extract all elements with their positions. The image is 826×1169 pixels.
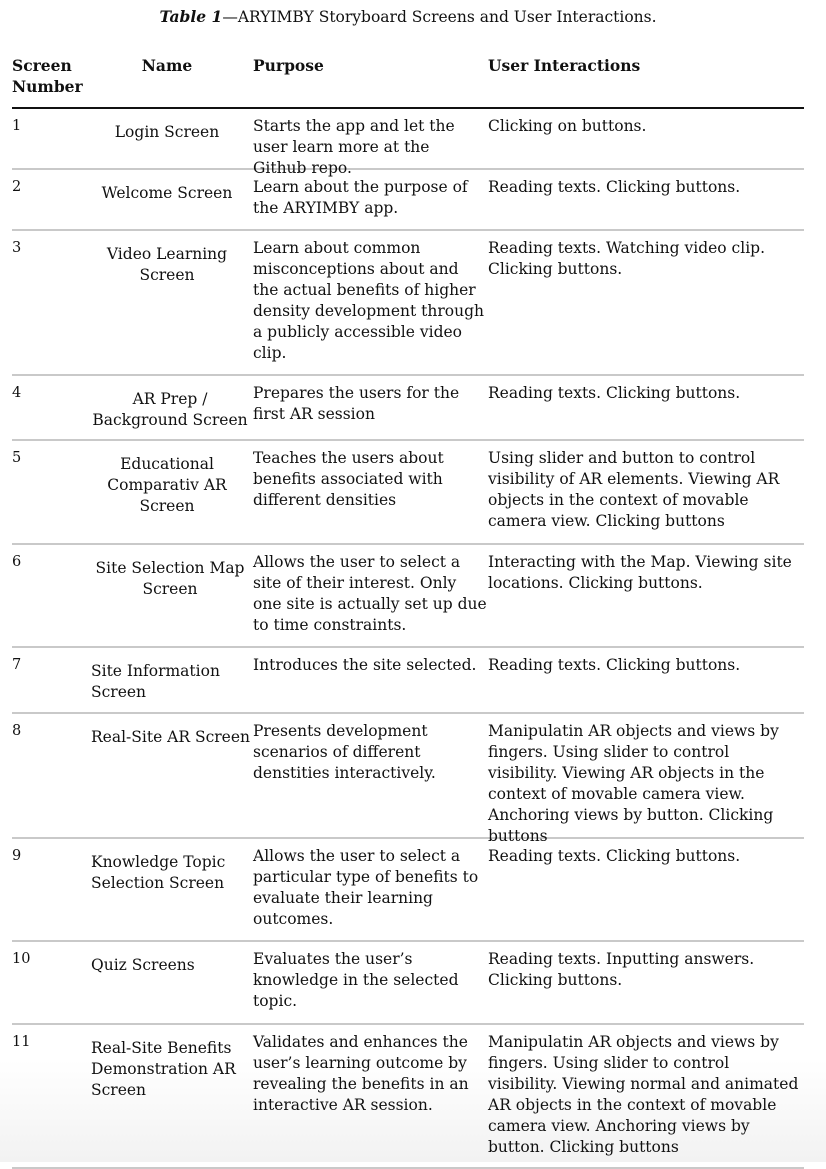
screen-interactions: Manipulatin AR objects and views by fingers. Using slider to control visibility. Viewing normal and animated AR objects in the context of movable camera view. Anchoring views by button. Clicking buttons bbox=[488, 1033, 799, 1156]
table-row bbox=[12, 1025, 804, 1169]
screen-purpose: Starts the app and let the user learn more at the Github repo. bbox=[253, 117, 455, 177]
screen-name: AR Prep / Background Screen bbox=[92, 390, 248, 429]
screen-purpose: Learn about common misconceptions about and the actual benefits of higher density development through a publicly accessible video clip. bbox=[253, 239, 484, 362]
header-name: Name bbox=[141, 56, 193, 75]
screen-purpose: Introduces the site selected. bbox=[253, 656, 477, 674]
screen-name: Site Selection Map Screen bbox=[95, 559, 245, 598]
screen-number: 4 bbox=[12, 385, 22, 401]
table-row bbox=[12, 714, 804, 845]
screen-name: Video Learning Screen bbox=[106, 245, 228, 284]
storyboard-table bbox=[12, 55, 804, 1169]
screen-number: 6 bbox=[12, 554, 22, 570]
screen-purpose: Learn about the purpose of the ARYIMBY app. bbox=[253, 178, 468, 217]
table-row bbox=[12, 648, 804, 714]
table-caption bbox=[0, 6, 816, 28]
table-row bbox=[12, 170, 804, 231]
screen-interactions: Reading texts. Inputting answers. Clicking buttons. bbox=[488, 950, 755, 989]
screen-number: 9 bbox=[12, 848, 22, 864]
header-purpose: Purpose bbox=[253, 56, 324, 75]
table-row bbox=[12, 376, 804, 441]
screen-interactions: Reading texts. Clicking buttons. bbox=[488, 384, 741, 402]
screen-number: 5 bbox=[12, 450, 22, 466]
screen-name: Login Screen bbox=[114, 123, 220, 141]
screen-name: Site Information Screen bbox=[91, 662, 220, 701]
screen-name: Real-Site AR Screen bbox=[91, 728, 251, 746]
screen-number: 3 bbox=[12, 240, 22, 256]
screen-purpose: Teaches the users about benefits associated with different densities bbox=[253, 449, 444, 509]
screen-interactions: Reading texts. Watching video clip. Clicking buttons. bbox=[488, 239, 765, 278]
screen-name: Welcome Screen bbox=[101, 184, 233, 202]
screen-purpose: Validates and enhances the user’s learning outcome by revealing the benefits in an interactive AR session. bbox=[253, 1033, 469, 1114]
table-row bbox=[12, 231, 804, 376]
screen-interactions: Reading texts. Clicking buttons. bbox=[488, 847, 741, 865]
screen-purpose: Evaluates the user’s knowledge in the selected topic. bbox=[253, 950, 459, 1010]
screen-interactions: Using slider and button to control visibility of AR elements. Viewing AR objects in the context of movable camera view. Clicking buttons bbox=[488, 449, 780, 530]
table-row bbox=[12, 942, 804, 1025]
screen-purpose: Presents development scenarios of different denstities interactively. bbox=[253, 722, 436, 782]
screen-interactions: Clicking on buttons. bbox=[488, 117, 647, 135]
screen-purpose: Prepares the users for the first AR session bbox=[253, 384, 460, 423]
header-screen-number: Screen Number bbox=[12, 56, 83, 96]
table-row bbox=[12, 545, 804, 648]
screen-number: 11 bbox=[12, 1034, 31, 1050]
header-user-interactions: User Interactions bbox=[488, 56, 641, 75]
table-row bbox=[12, 109, 804, 177]
screen-number: 8 bbox=[12, 723, 22, 739]
screen-name: Quiz Screens bbox=[91, 956, 195, 974]
screen-number: 7 bbox=[12, 657, 22, 673]
table-caption-text: —ARYIMBY Storyboard Screens and User Interactions. bbox=[222, 8, 657, 26]
screen-interactions: Manipulatin AR objects and views by fingers. Using slider to control visibility. Viewing AR objects in the context of movable camera view. Anchoring views by button. Clicking buttons bbox=[488, 722, 779, 845]
table-header-row bbox=[12, 55, 804, 109]
table-row bbox=[12, 441, 804, 545]
screen-number: 2 bbox=[12, 179, 22, 195]
screen-name: Real-Site Benefits Demonstration AR Screen bbox=[91, 1039, 236, 1099]
screen-interactions: Reading texts. Clicking buttons. bbox=[488, 656, 741, 674]
screen-interactions: Reading texts. Clicking buttons. bbox=[488, 178, 741, 196]
screen-purpose: Allows the user to select a site of their interest. Only one site is actually set up due to time constraints. bbox=[253, 553, 487, 634]
screen-purpose: Allows the user to select a particular type of benefits to evaluate their learning outcomes. bbox=[253, 847, 479, 928]
table-label: Table 1 bbox=[159, 7, 223, 26]
screen-interactions: Interacting with the Map. Viewing site locations. Clicking buttons. bbox=[488, 553, 792, 592]
screen-number: 1 bbox=[12, 118, 22, 134]
screen-number: 10 bbox=[12, 951, 31, 967]
screen-name: Knowledge Topic Selection Screen bbox=[91, 853, 226, 892]
screen-name: Educational Comparativ AR Screen bbox=[107, 455, 227, 515]
table-row bbox=[12, 839, 804, 942]
